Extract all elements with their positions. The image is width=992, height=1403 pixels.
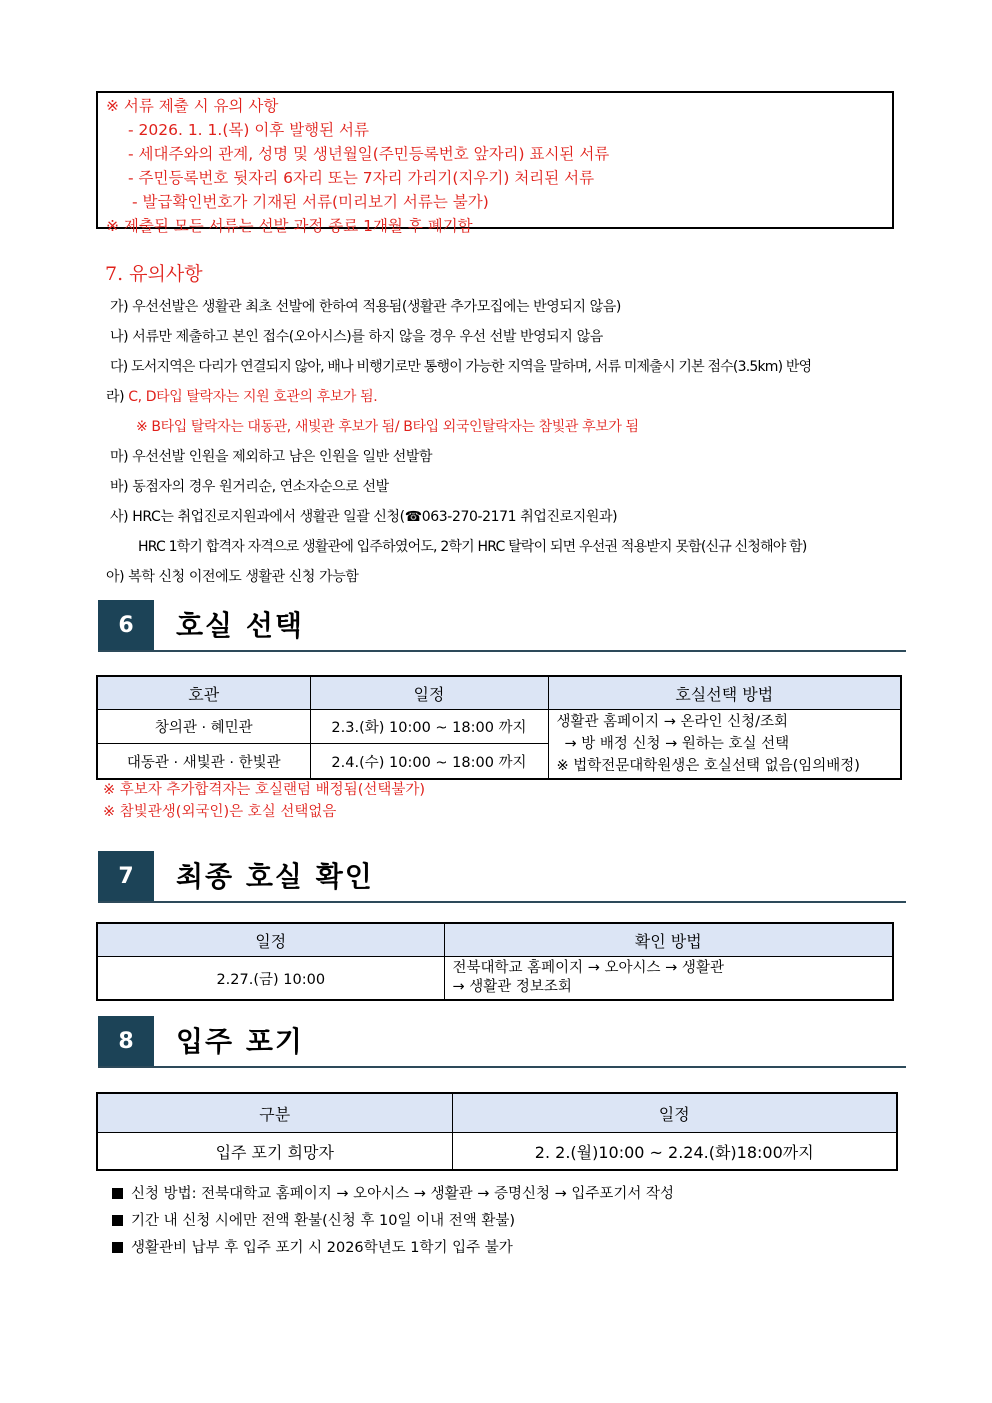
notice-footer: ※ 제출된 모든 서류는 선발 과정 종료 1개월 후 폐기함 — [106, 217, 473, 235]
bullet-text: 기간 내 신청 시에만 전액 환불(신청 후 10일 이내 전액 환불) — [131, 1213, 516, 1229]
table-header: 확인 방법 — [444, 923, 893, 957]
cautions-list — [106, 292, 910, 592]
table-cell: 2.3.(화) 10:00 ~ 18:00 까지 — [310, 710, 548, 744]
notice-item: - 주민등록번호 뒷자리 6자리 또는 7자리 가리기(지우기) 처리된 서류 — [128, 169, 595, 187]
section-6-header — [98, 600, 906, 652]
table-cell: 대동관 · 새빛관 · 한빛관 — [97, 744, 310, 779]
bullet-text: 생활관비 납부 후 입주 포기 시 2026학년도 1학기 입주 불가 — [131, 1240, 513, 1256]
section-number-badge: 6 — [98, 600, 154, 650]
bullet-item — [112, 1181, 674, 1208]
method-line: 생활관 홈페이지 → 온라인 신청/조회 — [556, 714, 789, 730]
section-8-header — [98, 1016, 906, 1068]
table-row — [97, 1133, 897, 1171]
bullet-text: 신청 방법: 전북대학교 홈페이지 → 오아시스 → 생활관 → 증명신청 → 입주포기서 작성 — [131, 1186, 675, 1202]
check-method — [444, 957, 893, 1001]
section-6-notes — [103, 779, 425, 823]
section-title: 호실 선택 — [176, 609, 304, 642]
room-selection-table — [96, 675, 902, 780]
section-number-badge: 8 — [98, 1016, 154, 1066]
caution-red-text: C, D타입 탈락자는 지원 호관의 후보가 됨. — [128, 389, 378, 405]
table-row — [97, 710, 901, 744]
table-header: 일정 — [452, 1093, 897, 1133]
section-title: 입주 포기 — [176, 1025, 304, 1058]
table-row — [97, 957, 893, 1001]
caution-item — [106, 382, 910, 412]
table-cell: 창의관 · 혜민관 — [97, 710, 310, 744]
table-cell: 2. 2.(월)10:00 ~ 2.24.(화)18:00까지 — [452, 1133, 897, 1171]
caution-item: 나) 서류만 제출하고 본인 접수(오아시스)를 하지 않을 경우 우선 선발 반영되지 않음 — [110, 329, 603, 345]
caution-item: 바) 동점자의 경우 원거리순, 연소자순으로 선발 — [110, 479, 389, 495]
method-line: → 생활관 정보조회 — [452, 979, 572, 995]
square-bullet-icon — [112, 1188, 123, 1199]
notice-title: ※ 서류 제출 시 유의 사항 — [106, 97, 279, 115]
cautions-heading: 7. 유의사항 — [105, 263, 203, 285]
table-cell: 2.27.(금) 10:00 — [97, 957, 444, 1001]
caution-item: 사) HRC는 취업진로지원과에서 생활관 일괄 신청(☎063-270-2171 취업진로지원과) — [110, 509, 618, 525]
section-divider — [98, 650, 906, 652]
notice-item: - 발급확인번호가 기재된 서류(미리보기 서류는 불가) — [132, 193, 489, 211]
caution-item: ※ B타입 탈락자는 대동관, 새빛관 후보가 됨/ B타입 외국인탈락자는 참빛관 후보가 됨 — [136, 419, 639, 435]
section-title: 최종 호실 확인 — [176, 860, 374, 893]
caution-item: 가) 우선선발은 생활관 최초 선발에 한하여 적용됨(생활관 추가모집에는 반영되지 않음) — [110, 299, 621, 315]
method-line: ※ 법학전문대학원생은 호실선택 없음(임의배정) — [556, 758, 860, 774]
section-divider — [98, 901, 906, 903]
caution-item: 아) 복학 신청 이전에도 생활관 신청 가능함 — [106, 569, 359, 585]
square-bullet-icon — [112, 1242, 123, 1253]
note-line: ※ 후보자 추가합격자는 호실랜덤 배정됨(선택불가) — [103, 782, 426, 798]
caution-item: HRC 1학기 합격자 자격으로 생활관에 입주하였어도, 2학기 HRC 탈락이 되면 우선권 적용받지 못함(신규 신청해야 함) — [138, 539, 807, 555]
section-number-badge: 7 — [98, 851, 154, 901]
table-header: 호관 — [97, 676, 310, 710]
bullet-item — [112, 1208, 674, 1235]
table-header: 호실선택 방법 — [548, 676, 901, 710]
bullet-item — [112, 1235, 674, 1262]
caution-item: 다) 도서지역은 다리가 연결되지 않아, 배나 비행기로만 통행이 가능한 지역을 말하며, 서류 미제출시 기본 점수(3.5km) 반영 — [110, 359, 812, 375]
notice-item: - 2026. 1. 1.(목) 이후 발행된 서류 — [128, 121, 369, 139]
caution-label: 라) — [106, 389, 129, 405]
table-header: 구분 — [97, 1093, 452, 1133]
section-divider — [98, 1066, 906, 1068]
method-line: → 방 배정 신청 → 원하는 호실 선택 — [564, 736, 790, 752]
room-selection-method — [548, 710, 901, 780]
move-in-cancel-table — [96, 1092, 898, 1171]
cancel-bullets — [112, 1181, 674, 1262]
notice-item: - 세대주와의 관계, 성명 및 생년월일(주민등록번호 앞자리) 표시된 서류 — [128, 145, 610, 163]
caution-item: 마) 우선선발 인원을 제외하고 남은 인원을 일반 선발함 — [110, 449, 433, 465]
note-line: ※ 참빛관생(외국인)은 호실 선택없음 — [103, 804, 337, 820]
table-cell: 2.4.(수) 10:00 ~ 18:00 까지 — [310, 744, 548, 779]
document-notice-box — [96, 91, 894, 235]
square-bullet-icon — [112, 1215, 123, 1226]
table-header: 일정 — [97, 923, 444, 957]
table-header: 일정 — [310, 676, 548, 710]
section-7-header — [98, 851, 906, 903]
table-cell: 입주 포기 희망자 — [97, 1133, 452, 1171]
final-room-check-table — [96, 922, 894, 1001]
method-line: 전북대학교 홈페이지 → 오아시스 → 생활관 — [452, 960, 724, 976]
